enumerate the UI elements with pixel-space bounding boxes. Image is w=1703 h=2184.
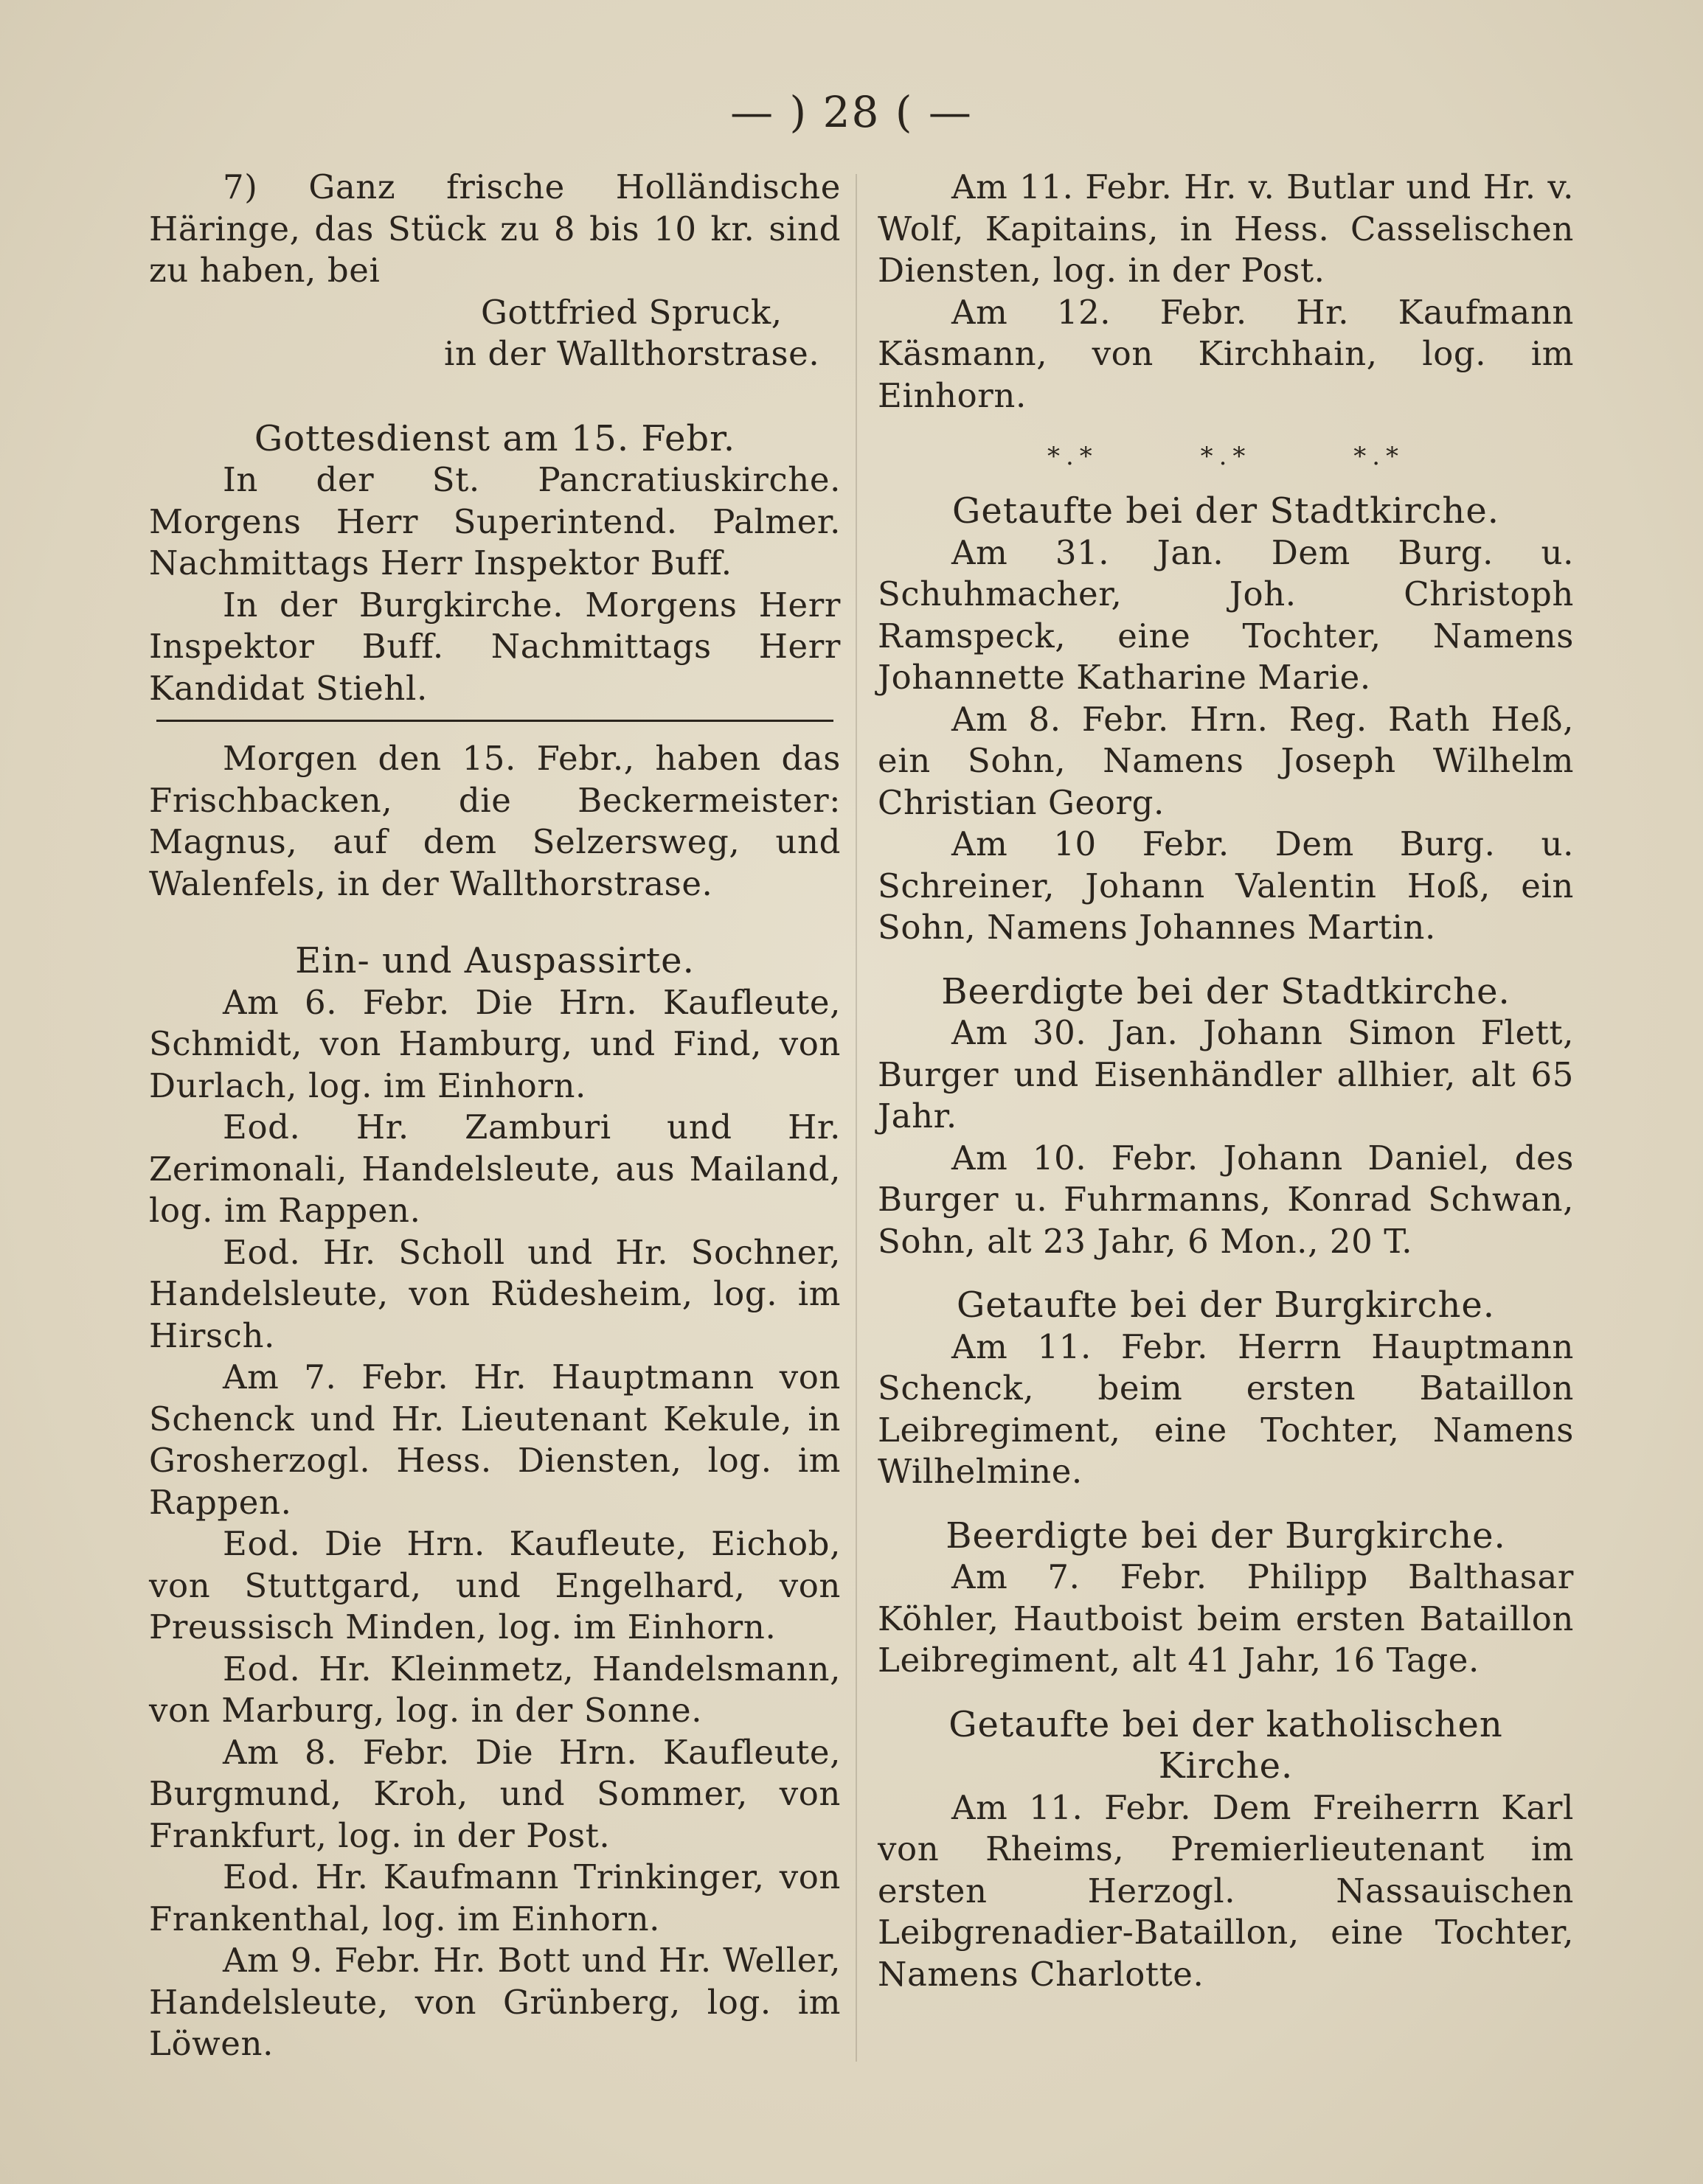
baptized-burg-heading: Getaufte bei der Burgkirche. xyxy=(956,1284,1496,1326)
register-entry: Am 7. Febr. Philipp Balthasar Köhler, Hautboist beim ersten Bataillon Leibregiment, alt 41 Jahr, 16 Tage. xyxy=(878,1557,1574,1680)
section-rule xyxy=(156,720,833,722)
traveller-entry: Eod. Hr. Kleinmetz, Handelsmann, von Marburg, log. in der Sonne. xyxy=(149,1649,841,1730)
register-entry: Am 30. Jan. Johann Simon Flett, Burger und Eisenhändler allhier, alt 65 Jahr. xyxy=(878,1013,1574,1136)
register-entry: Am 11. Febr. Dem Freiherrn Karl von Rheims, Premierlieutenant im ersten Herzogl. Nassauischen Leibgrenadier-Bataillon, eine Tochter, Namens Charlotte. xyxy=(878,1787,1574,1994)
worship-heading: Gottesdienst am 15. Febr. xyxy=(254,417,736,459)
left-column xyxy=(149,167,841,2065)
baptized-kath-heading: Getaufte bei der katholischen Kirche. xyxy=(948,1703,1503,1787)
register-entry: Am 10 Febr. Dem Burg. u. Schreiner, Johann Valentin Hoß, ein Sohn, Namens Johannes Martin. xyxy=(878,824,1574,947)
traveller-entry: Eod. Hr. Zamburi und Hr. Zerimonali, Handelsleute, aus Mailand, log. im Rappen. xyxy=(149,1107,841,1230)
traveller-entry: Am 7. Febr. Hr. Hauptmann von Schenck und Hr. Lieutenant Kekule, in Grosherzogl. Hess. Diensten, log. im Rappen. xyxy=(149,1357,841,1522)
page-number: — ) 28 ( — xyxy=(730,87,973,137)
worship-burgkirche: In der Burgkirche. Morgens Herr Inspektor Buff. Nachmittags Herr Kandidat Stiehl. xyxy=(149,585,841,708)
register-entry: Am 11. Febr. Herrn Hauptmann Schenck, beim ersten Bataillon Leibregiment, eine Tochter, Namens Wilhelmine. xyxy=(878,1326,1574,1491)
traveller-entry: Am 8. Febr. Die Hrn. Kaufleute, Burgmund, Kroh, und Sommer, von Frankfurt, log. in der Post. xyxy=(149,1732,841,1855)
traveller-entry: Am 6. Febr. Die Hrn. Kaufleute, Schmidt, von Hamburg, und Find, von Durlach, log. im Einhorn. xyxy=(149,982,841,1105)
travellers-heading: Ein- und Auspassirte. xyxy=(295,940,695,981)
notice-signature-place: in der Wallthorstrase. xyxy=(444,334,820,373)
baptized-stadt-heading: Getaufte bei der Stadtkirche. xyxy=(951,490,1499,532)
traveller-entry: Am 9. Febr. Hr. Bott und Hr. Weller, Handelsleute, von Grünberg, log. im Löwen. xyxy=(149,1941,841,2063)
star-ornament: *.* xyxy=(1047,442,1098,471)
register-entry: Am 8. Febr. Hrn. Reg. Rath Heß, ein Sohn, Namens Joseph Wilhelm Christian Georg. xyxy=(878,699,1574,822)
notice-herring: 7) Ganz frische Holländische Häringe, das Stück zu 8 bis 10 kr. sind zu haben, bei xyxy=(149,167,841,290)
column-divider xyxy=(856,174,857,2062)
traveller-entry: Am 11. Febr. Hr. v. Butlar und Hr. v. Wolf, Kapitains, in Hess. Casselischen Diensten, log. in der Post. xyxy=(878,167,1574,290)
bakers-notice: Morgen den 15. Febr., haben das Frischbacken, die Beckermeister: Magnus, auf dem Selzersweg, und Walenfels, in der Wallthorstrase. xyxy=(149,739,841,903)
traveller-entry: Eod. Hr. Scholl und Hr. Sochner, Handelsleute, von Rüdesheim, log. im Hirsch. xyxy=(149,1232,841,1355)
traveller-entry: Eod. Die Hrn. Kaufleute, Eichob, von Stuttgard, und Engelhard, von Preussisch Minden, log. im Einhorn. xyxy=(149,1524,841,1646)
buried-burg-heading: Beerdigte bei der Burgkirche. xyxy=(946,1514,1506,1557)
star-ornament: *.* xyxy=(1353,442,1405,471)
star-separator xyxy=(878,436,1574,477)
right-column xyxy=(878,167,1574,1995)
traveller-entry: Eod. Hr. Kaufmann Trinkinger, von Frankenthal, log. im Einhorn. xyxy=(149,1857,841,1938)
register-entry: Am 31. Jan. Dem Burg. u. Schuhmacher, Joh. Christoph Ramspeck, eine Tochter, Namens Johannette Katharine Marie. xyxy=(878,532,1574,697)
buried-stadt-heading: Beerdigte bei der Stadtkirche. xyxy=(941,970,1510,1012)
traveller-entry: Am 12. Febr. Hr. Kaufmann Käsmann, von Kirchhain, log. im Einhorn. xyxy=(878,292,1574,415)
star-ornament: *.* xyxy=(1200,442,1252,471)
register-entry: Am 10. Febr. Johann Daniel, des Burger u. Fuhrmanns, Konrad Schwan, Sohn, alt 23 Jahr, 6 Mon., 20 T. xyxy=(878,1138,1574,1261)
worship-pancratius: In der St. Pancratiuskirche. Morgens Herr Superintend. Palmer. Nachmittags Herr Inspektor Buff. xyxy=(149,460,841,582)
notice-signature-name: Gottfried Spruck, xyxy=(481,292,783,332)
